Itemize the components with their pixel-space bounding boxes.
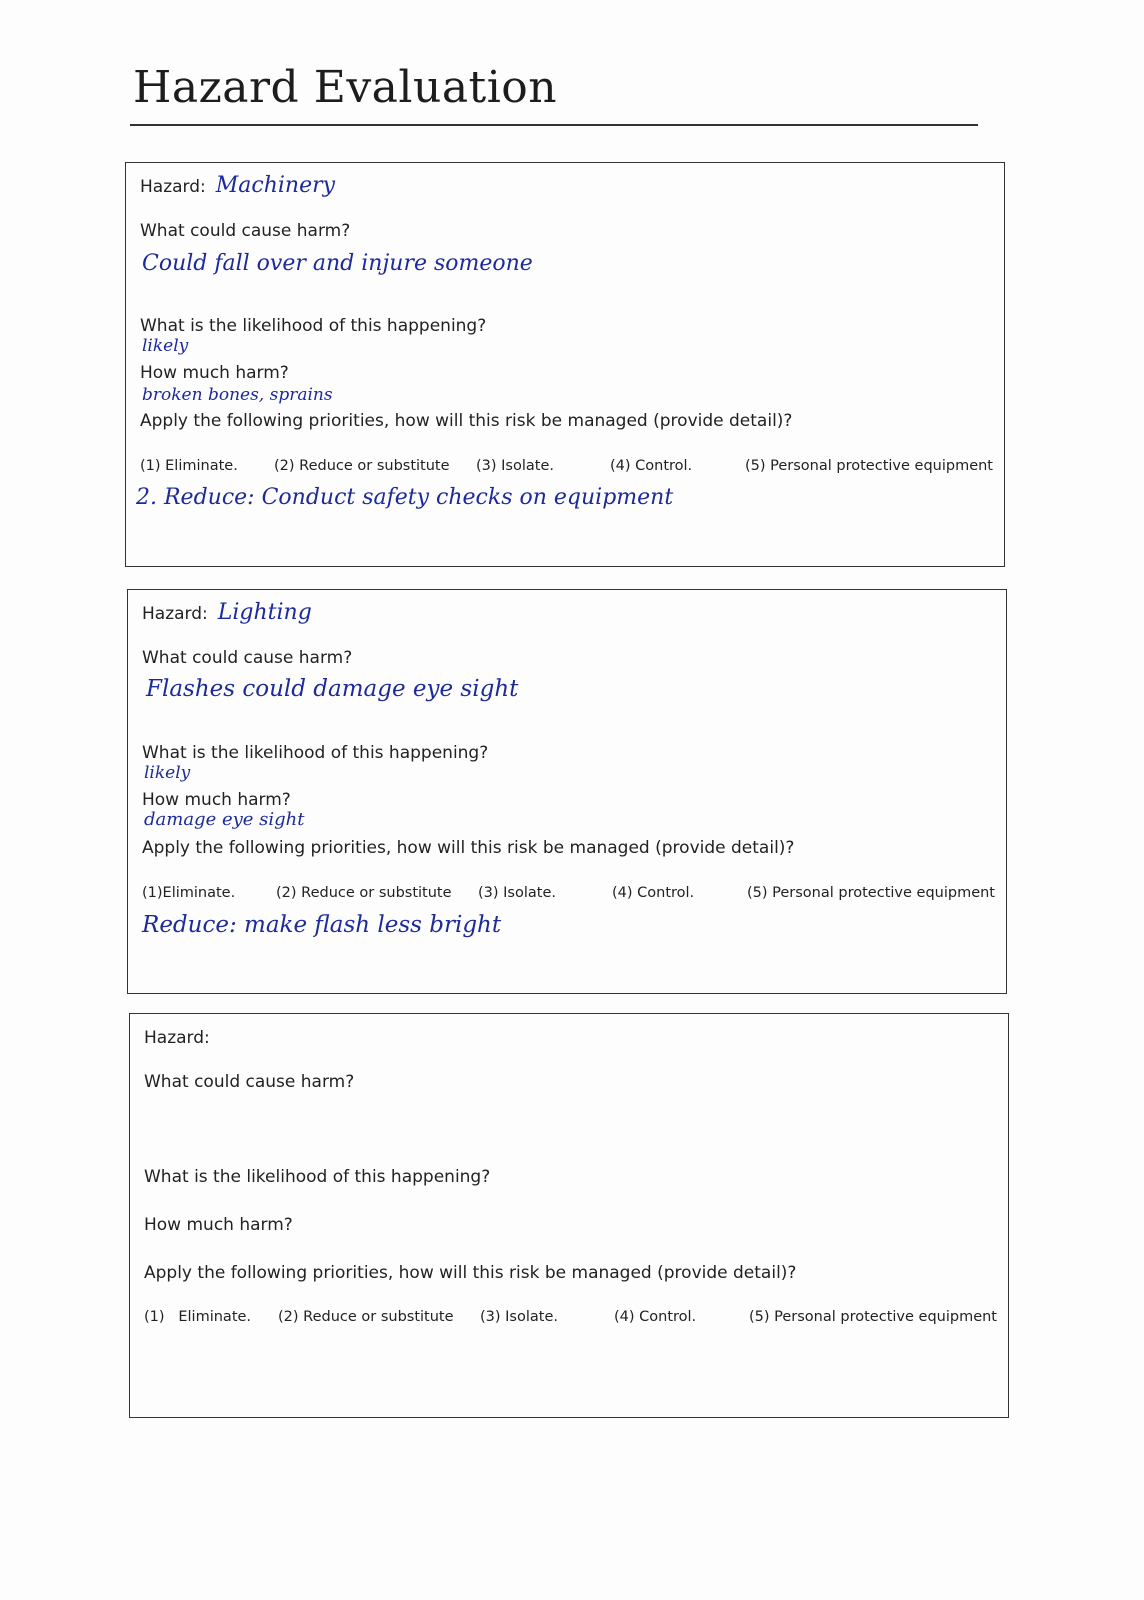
priority-control: (4) Control. <box>614 1309 697 1325</box>
priority-control: (4) Control. <box>610 458 693 474</box>
cause-value[interactable]: Flashes could damage eye sight <box>146 676 519 702</box>
apply-label: Apply the following priorities, how will this risk be managed (provide detail)? <box>140 411 793 431</box>
apply-label: Apply the following priorities, how will this risk be managed (provide detail)? <box>142 838 795 858</box>
hazard-row <box>140 173 335 198</box>
hazard-label: Hazard: <box>144 1028 210 1048</box>
priority-reduce: (2) Reduce or substitute <box>274 458 450 474</box>
hazard-label: Hazard: <box>142 604 208 624</box>
cause-label: What could cause harm? <box>142 648 353 668</box>
hazard-row <box>142 600 312 625</box>
priority-eliminate: (1) Eliminate. <box>144 1309 252 1325</box>
likelihood-value[interactable]: likely <box>142 336 189 356</box>
hazard-value[interactable]: Lighting <box>217 600 312 625</box>
likelihood-value[interactable]: likely <box>144 763 191 783</box>
hazard-card-1 <box>125 162 1005 567</box>
page-title: Hazard Evaluation <box>133 62 558 113</box>
management-value[interactable]: Reduce: make flash less bright <box>142 912 502 938</box>
apply-label: Apply the following priorities, how will this risk be managed (provide detail)? <box>144 1263 797 1283</box>
harm-label: How much harm? <box>140 363 289 383</box>
management-value[interactable]: 2. Reduce: Conduct safety checks on equipment <box>136 485 674 510</box>
cause-label: What could cause harm? <box>140 221 351 241</box>
priority-ppe: (5) Personal protective equipment <box>745 458 993 474</box>
likelihood-label: What is the likelihood of this happening? <box>142 743 489 763</box>
hazard-label: Hazard: <box>140 177 206 197</box>
likelihood-label: What is the likelihood of this happening? <box>144 1167 491 1187</box>
priority-isolate: (3) Isolate. <box>476 458 554 474</box>
title-divider <box>130 124 978 126</box>
priority-isolate: (3) Isolate. <box>480 1309 558 1325</box>
hazard-value[interactable]: Machinery <box>215 173 336 198</box>
priority-reduce: (2) Reduce or substitute <box>276 885 452 901</box>
cause-label: What could cause harm? <box>144 1072 355 1092</box>
harm-value[interactable]: damage eye sight <box>144 809 305 830</box>
priority-ppe: (5) Personal protective equipment <box>749 1309 997 1325</box>
hazard-card-3 <box>129 1013 1009 1418</box>
harm-value[interactable]: broken bones, sprains <box>142 385 333 405</box>
priority-eliminate: (1) Eliminate. <box>140 458 238 474</box>
cause-value[interactable]: Could fall over and injure someone <box>142 251 533 276</box>
harm-label: How much harm? <box>142 790 291 810</box>
priority-eliminate: (1)Eliminate. <box>142 885 236 901</box>
priority-reduce: (2) Reduce or substitute <box>278 1309 454 1325</box>
likelihood-label: What is the likelihood of this happening? <box>140 316 487 336</box>
priority-isolate: (3) Isolate. <box>478 885 556 901</box>
hazard-row <box>144 1024 220 1049</box>
hazard-card-2 <box>127 589 1007 994</box>
harm-label: How much harm? <box>144 1215 293 1235</box>
priority-ppe: (5) Personal protective equipment <box>747 885 995 901</box>
priority-control: (4) Control. <box>612 885 695 901</box>
